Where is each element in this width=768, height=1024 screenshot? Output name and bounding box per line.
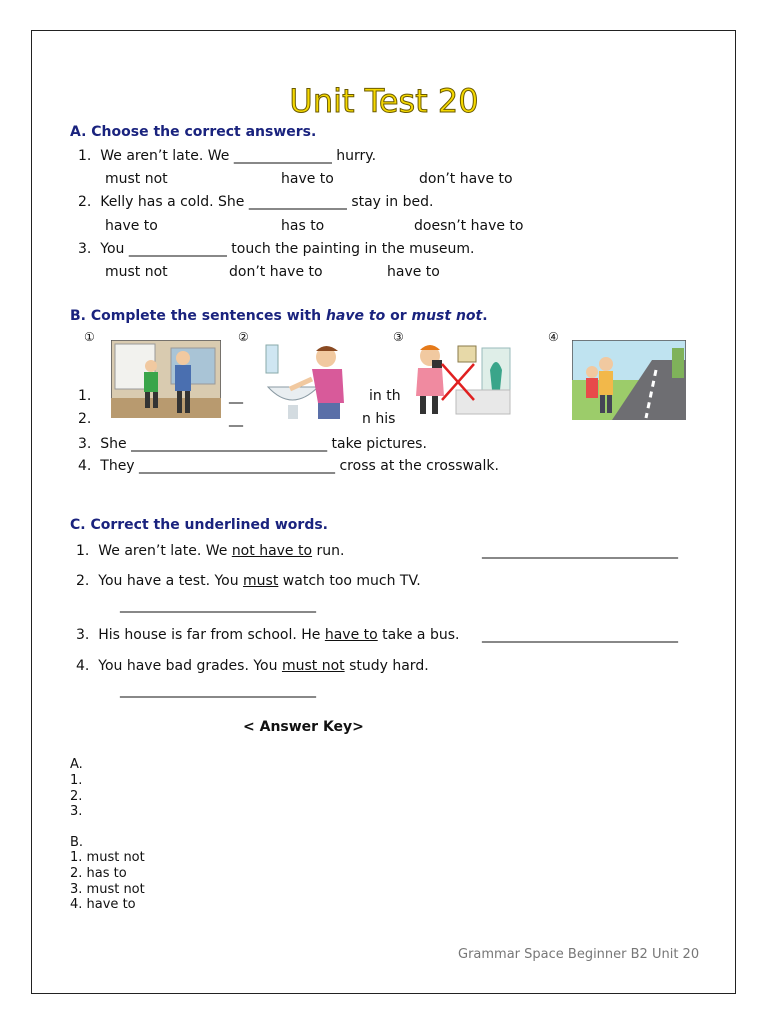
heading-text: or — [385, 308, 412, 324]
question-b2-tail: n his — [362, 411, 396, 427]
question-b1-fragment: __ — [229, 388, 243, 404]
question-text: They ____________________________ cross at the crosswalk. — [100, 458, 499, 474]
page-title: Unit Test 20 — [289, 82, 479, 120]
answer-key-a-line: 3. — [70, 804, 83, 819]
question-number: 3. — [76, 627, 90, 643]
question-text: You ______________ touch the painting in the museum. — [100, 241, 475, 257]
answer-key-a-line: 2. — [70, 789, 83, 804]
question-text: study hard. — [344, 658, 429, 674]
option-a2-1[interactable]: have to — [105, 218, 158, 234]
heading-em: have to — [325, 308, 386, 324]
underlined-word: must not — [281, 658, 345, 674]
question-text: watch too much TV. — [278, 573, 421, 589]
question-b2 — [78, 411, 91, 427]
question-a2 — [78, 194, 433, 210]
option-a2-3[interactable]: doesn’t have to — [414, 218, 524, 234]
question-number: 1. — [76, 543, 90, 559]
pic-marker-2: ② — [238, 330, 249, 344]
question-text: take a bus. — [377, 627, 460, 643]
option-a3-1[interactable]: must not — [105, 264, 168, 280]
answer-key-heading: < Answer Key> — [243, 719, 364, 735]
question-b3 — [78, 436, 427, 452]
question-text: We aren’t late. We ______________ hurry. — [100, 148, 377, 164]
question-c2 — [76, 573, 421, 589]
question-c3 — [76, 627, 459, 643]
question-b2-fragment: __ — [229, 411, 243, 427]
question-b1 — [78, 388, 91, 404]
section-b-heading — [70, 308, 488, 324]
pic-marker-4: ④ — [548, 330, 559, 344]
question-number: 2. — [78, 411, 92, 427]
underlined-word: have to — [324, 627, 378, 643]
answer-key-b-label: B. — [70, 835, 84, 850]
answer-blank-c3[interactable]: ____________________________ — [482, 627, 678, 643]
question-a1 — [78, 148, 376, 164]
answer-key-b-line: 4. have to — [70, 897, 136, 912]
question-text: Kelly has a cold. She ______________ stay in bed. — [100, 194, 434, 210]
option-a3-3[interactable]: have to — [387, 264, 440, 280]
underlined-word: not have to — [231, 543, 313, 559]
museum-picture — [408, 340, 512, 418]
question-number: 2. — [76, 573, 90, 589]
heading-text: B. Complete the sentences with — [70, 308, 326, 324]
question-number: 3. — [78, 436, 92, 452]
question-text: We aren’t late. We — [98, 543, 232, 559]
answer-key-b-line: 3. must not — [70, 882, 145, 897]
section-c-heading: C. Correct the underlined words. — [70, 517, 328, 533]
question-text: run. — [312, 543, 345, 559]
heading-text: . — [482, 308, 488, 324]
question-number: 4. — [76, 658, 90, 674]
question-text: She ____________________________ take pictures. — [100, 436, 427, 452]
option-a2-2[interactable]: has to — [281, 218, 325, 234]
footer-text: Grammar Space Beginner B2 Unit 20 — [458, 947, 700, 962]
option-a1-1[interactable]: must not — [105, 171, 168, 187]
answer-key-b-line: 1. must not — [70, 850, 145, 865]
pic-marker-3: ③ — [393, 330, 404, 344]
question-number: 1. — [78, 148, 92, 164]
question-number: 4. — [78, 458, 92, 474]
answer-key-a-line: 1. — [70, 773, 83, 788]
answer-blank-c4[interactable]: ____________________________ — [120, 682, 316, 698]
pic-marker-1: ① — [84, 330, 95, 344]
option-a1-2[interactable]: have to — [281, 171, 334, 187]
sink-picture — [262, 343, 348, 421]
question-b1-tail: in th — [369, 388, 401, 404]
answer-blank-c2[interactable]: ____________________________ — [120, 597, 316, 613]
question-number: 3. — [78, 241, 92, 257]
question-number: 1. — [78, 388, 92, 404]
question-text: You have bad grades. You — [98, 658, 282, 674]
question-c1 — [76, 543, 344, 559]
question-text: His house is far from school. He — [98, 627, 325, 643]
heading-em: must not — [411, 308, 483, 324]
option-a3-2[interactable]: don’t have to — [229, 264, 323, 280]
question-a3 — [78, 241, 475, 257]
answer-blank-c1[interactable]: ____________________________ — [482, 543, 678, 559]
underlined-word: must — [243, 573, 279, 589]
question-number: 2. — [78, 194, 92, 210]
question-text: You have a test. You — [98, 573, 244, 589]
option-a1-3[interactable]: don’t have to — [419, 171, 513, 187]
crosswalk-picture — [572, 340, 686, 420]
answer-key-a-label: A. — [70, 757, 83, 772]
question-b4 — [78, 458, 499, 474]
answer-key-b-line: 2. has to — [70, 866, 127, 881]
section-a-heading: A. Choose the correct answers. — [70, 124, 317, 140]
classroom-picture — [111, 340, 221, 418]
question-c4 — [76, 658, 429, 674]
